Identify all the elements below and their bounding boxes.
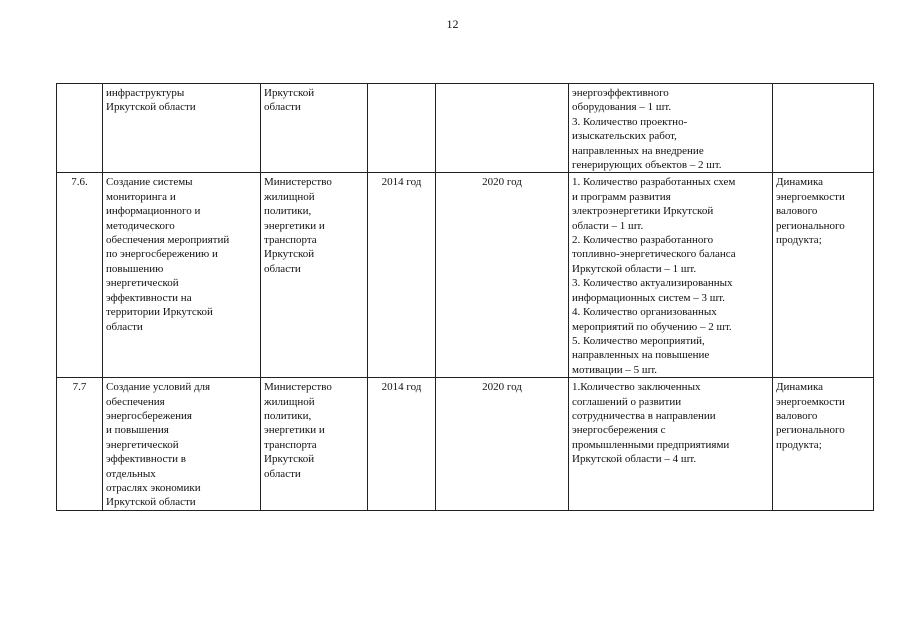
executor-cell: Министерство жилищной политики, энергетики и транспорта Иркутской области [261, 173, 368, 378]
table-row [57, 378, 874, 511]
row-number-cell: 7.6. [57, 173, 103, 378]
activity-name-cell: Создание системы мониторинга и информационного и методического обеспечения мероприятий по энергосбережению и повышению энергетической эффективности на территории Иркутской области [103, 173, 261, 378]
result-cell: Динамика энергоемкости валового регионального продукта; [773, 173, 874, 378]
row-number-cell: 7.7 [57, 378, 103, 511]
activity-name-cell: Создание условий для обеспечения энергосбережения и повышения энергетической эффективности в отдельных отраслях экономики Иркутской области [103, 378, 261, 511]
executor-cell: Министерство жилищной политики, энергетики и транспорта Иркутской области [261, 378, 368, 511]
page-number: 12 [446, 17, 459, 31]
result-cell: Динамика энергоемкости валового регионального продукта; [773, 378, 874, 511]
table-row [57, 173, 874, 378]
executor-cell: Иркутской области [261, 84, 368, 173]
indicators-cell: энергоэффективного оборудования – 1 шт. 3. Количество проектно- изыскательских работ, направленных на внедрение генерирующих объектов – 2 шт. [569, 84, 773, 173]
indicators-cell: 1. Количество разработанных схем и программ развития электроэнергетики Иркутской области – 1 шт. 2. Количество разработанного топливно-энергетического баланса Иркутской области – 1 шт. 3. Количество актуализированных информационных систем – 3 шт. 4. Количество организованных мероприятий по обучению – 2 шт. 5. Количество мероприятий, направленных на повышение мотивации – 5 шт. [569, 173, 773, 378]
row-number-cell [57, 84, 103, 173]
start-year-cell: 2014 год [368, 173, 436, 378]
activity-name-cell: инфраструктуры Иркутской области [103, 84, 261, 173]
program-activities-table [56, 83, 874, 511]
result-cell [773, 84, 874, 173]
end-year-cell [436, 84, 569, 173]
start-year-cell [368, 84, 436, 173]
table-row [57, 84, 874, 173]
start-year-cell: 2014 год [368, 378, 436, 511]
end-year-cell: 2020 год [436, 173, 569, 378]
end-year-cell: 2020 год [436, 378, 569, 511]
indicators-cell: 1.Количество заключенных соглашений о развитии сотрудничества в направлении энергосбережения с промышленными предприятиями Иркутской области – 4 шт. [569, 378, 773, 511]
